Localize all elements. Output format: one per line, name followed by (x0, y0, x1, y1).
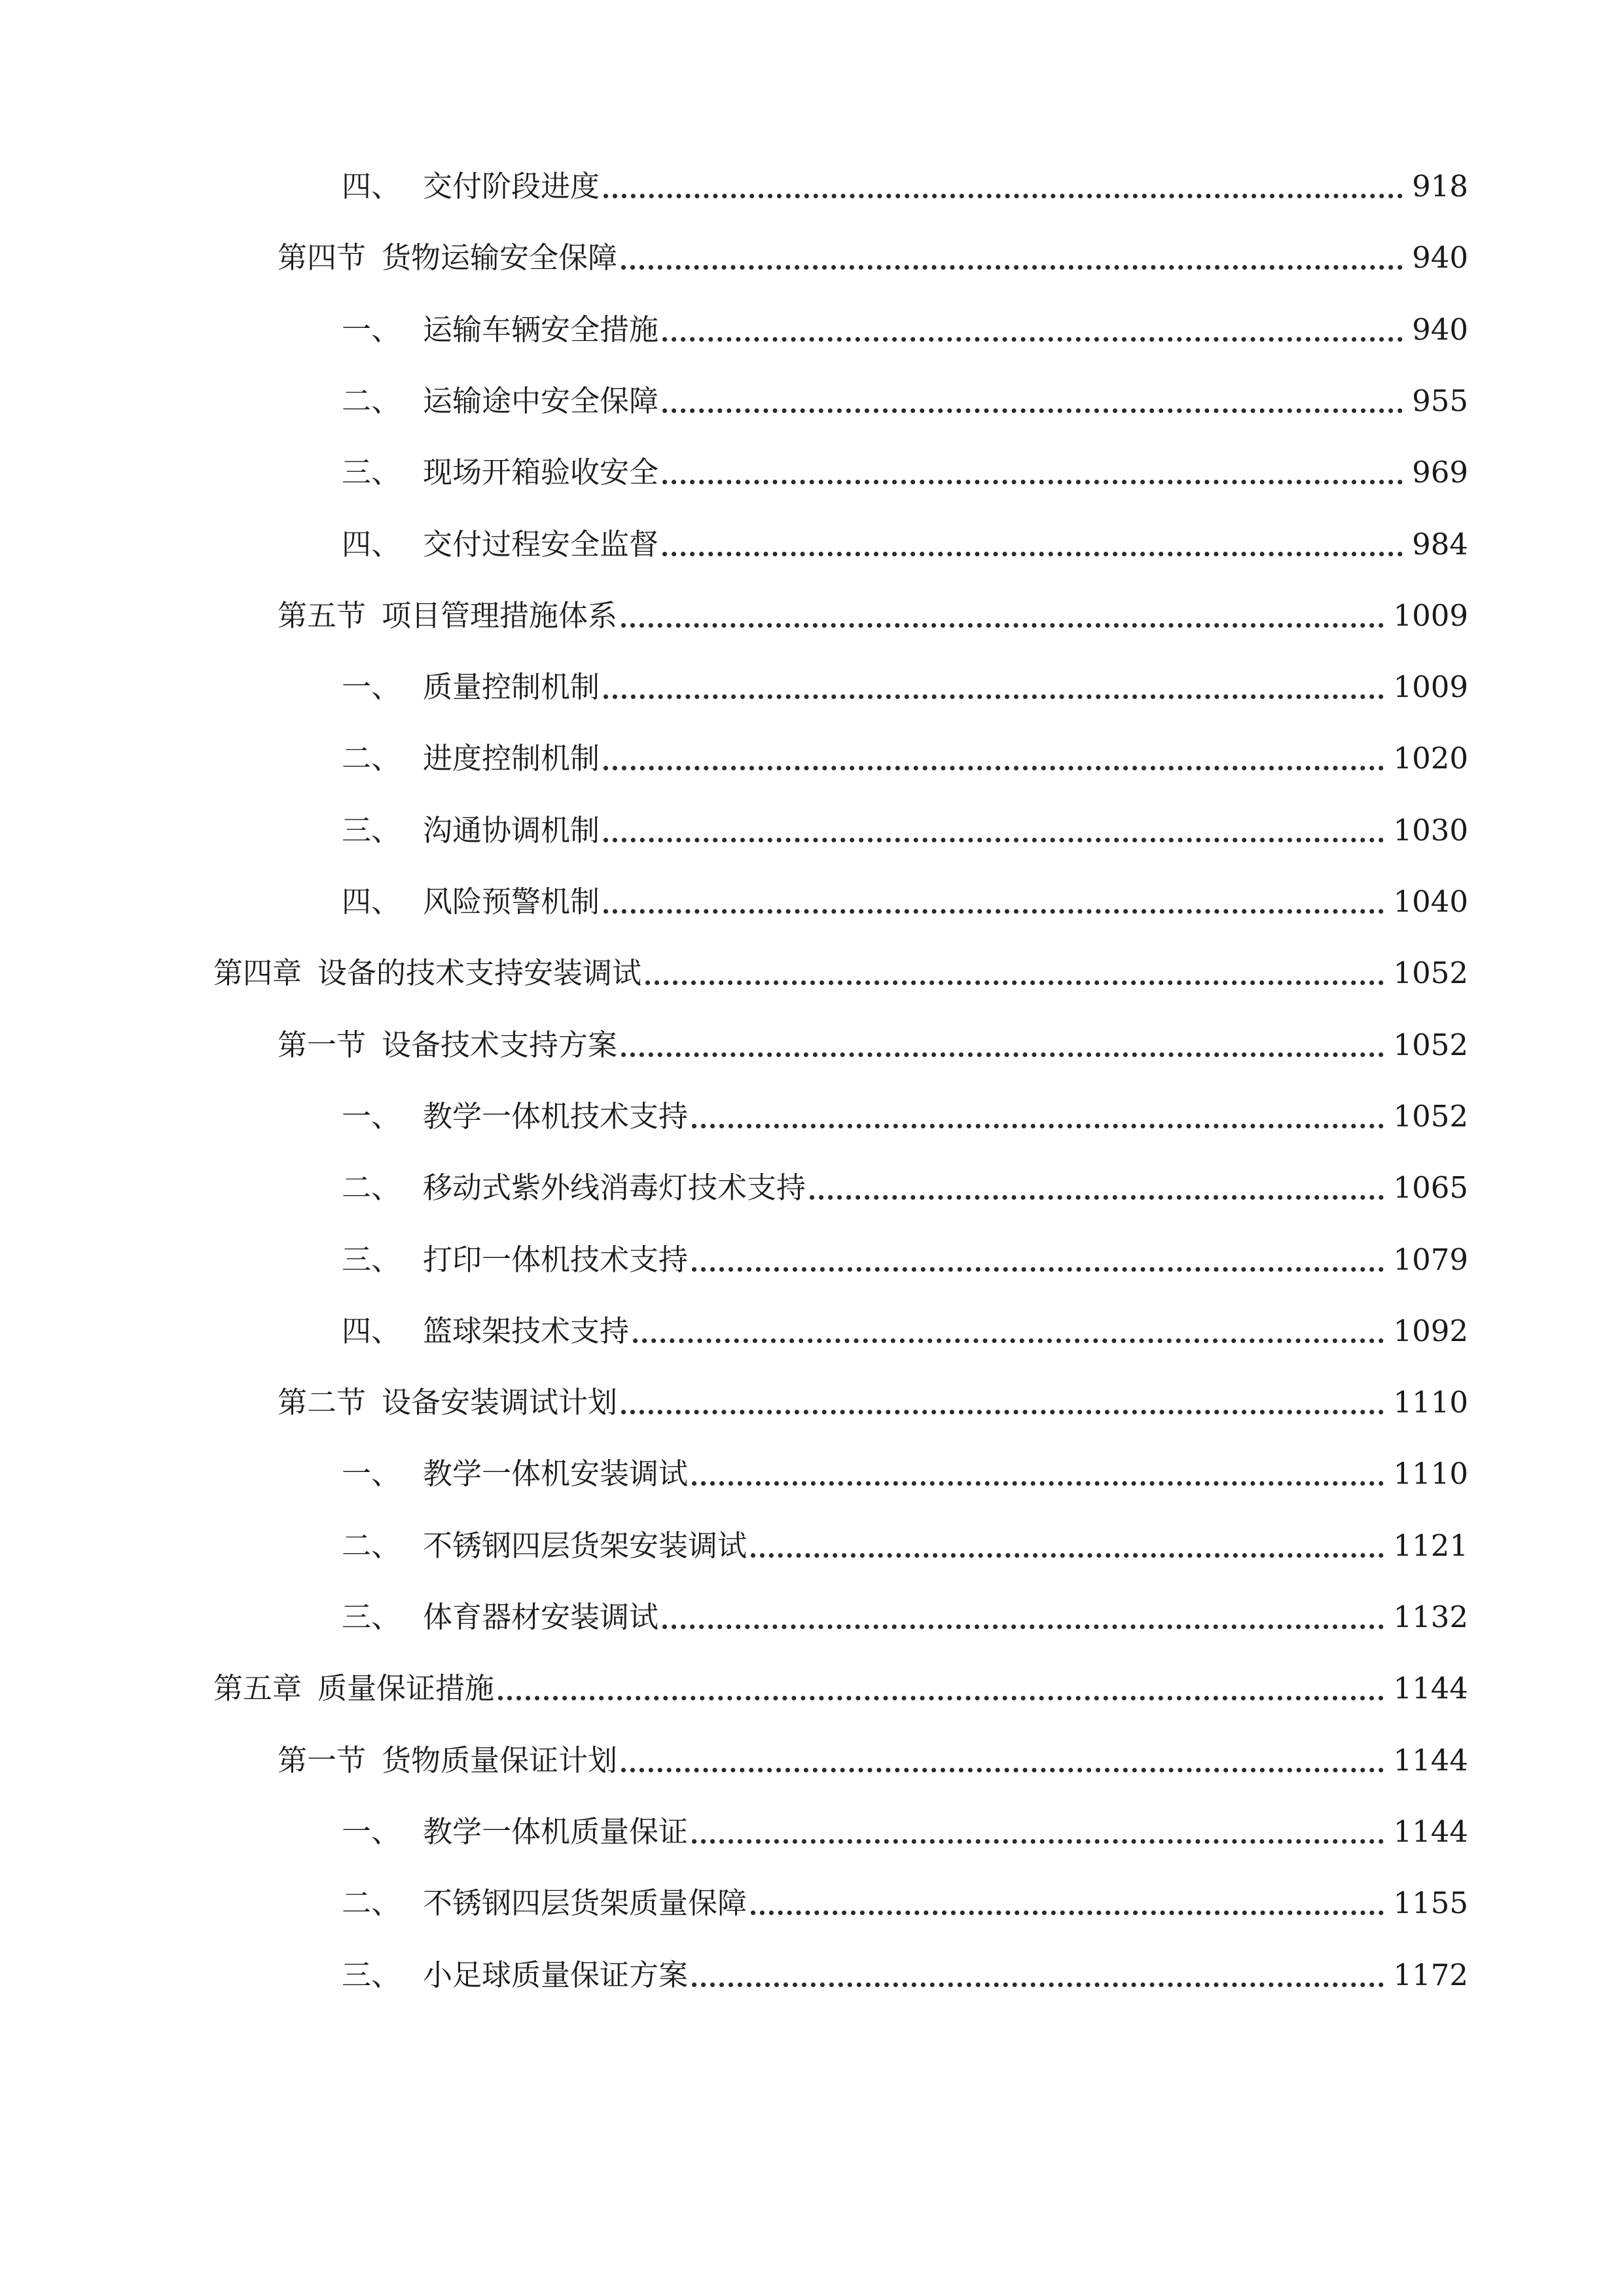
dot-leader (621, 265, 1403, 270)
toc-entry-page-number: 1144 (1393, 1671, 1468, 1706)
toc-entry-number: 四、 (342, 884, 401, 919)
toc-entry-page-number: 1052 (1393, 1028, 1468, 1062)
toc-entry-label (342, 1097, 688, 1136)
toc-entry-label (342, 1168, 806, 1208)
toc-entry-number: 第一节 (278, 1028, 367, 1062)
toc-entry-chapter[interactable] (213, 1656, 1468, 1708)
toc-entry-title: 体育器材安装调试 (423, 1600, 659, 1634)
dot-leader (633, 1338, 1384, 1343)
toc-entry-item[interactable] (342, 512, 1468, 564)
toc-entry-page-number: 1052 (1393, 1099, 1468, 1134)
toc-entry-title: 设备安装调试计划 (382, 1385, 618, 1420)
dot-leader (692, 1481, 1384, 1486)
dot-leader (604, 909, 1384, 914)
toc-entry-label (342, 811, 600, 850)
toc-entry-page-number: 1144 (1393, 1814, 1468, 1849)
dot-leader (621, 1768, 1384, 1772)
toc-entry-page-number: 984 (1412, 527, 1468, 562)
toc-entry-item[interactable] (342, 798, 1468, 850)
dot-leader (692, 1124, 1384, 1128)
toc-entry-title: 进度控制机制 (423, 741, 600, 776)
toc-entry-label (278, 1383, 617, 1422)
toc-entry-number: 三、 (342, 813, 401, 848)
toc-entry-item[interactable] (342, 1441, 1468, 1494)
dot-leader (662, 408, 1403, 413)
toc-entry-section[interactable] (278, 583, 1468, 636)
toc-entry-number: 三、 (342, 455, 401, 490)
toc-entry-page-number: 1020 (1393, 741, 1468, 776)
toc-entry-title: 项目管理措施体系 (382, 598, 618, 633)
toc-entry-number: 三、 (342, 1600, 401, 1634)
toc-entry-title: 篮球架技术支持 (423, 1314, 630, 1348)
toc-entry-label (342, 1312, 629, 1351)
toc-entry-number: 三、 (342, 1242, 401, 1277)
toc-entry-page-number: 1009 (1393, 598, 1468, 633)
toc-entry-title: 交付过程安全监督 (423, 527, 659, 562)
toc-entry-page-number: 1121 (1393, 1528, 1468, 1563)
toc-entry-label (342, 1526, 747, 1566)
dot-leader (604, 766, 1384, 770)
toc-entry-item[interactable] (342, 1585, 1468, 1637)
toc-entry-section[interactable] (278, 1728, 1468, 1780)
toc-entry-title: 教学一体机质量保证 (423, 1814, 689, 1849)
toc-entry-title: 沟通协调机制 (423, 813, 600, 848)
toc-entry-label (278, 238, 617, 278)
toc-entry-number: 第一节 (278, 1743, 367, 1778)
toc-entry-label (342, 882, 600, 922)
toc-entry-page-number: 969 (1412, 455, 1468, 490)
toc-entry-title: 不锈钢四层货架安装调试 (423, 1528, 748, 1563)
dot-leader (604, 194, 1403, 198)
toc-entry-title: 设备技术支持方案 (382, 1028, 618, 1062)
dot-leader (621, 623, 1384, 628)
toc-entry-item[interactable] (342, 154, 1468, 206)
toc-entry-page-number: 955 (1412, 384, 1468, 418)
toc-entry-number: 第四节 (278, 240, 367, 275)
toc-entry-page-number: 1092 (1393, 1314, 1468, 1348)
toc-entry-number: 一、 (342, 312, 401, 347)
toc-entry-title: 小足球质量保证方案 (423, 1958, 689, 1992)
toc-entry-label (342, 453, 659, 492)
toc-entry-number: 一、 (342, 1814, 401, 1849)
toc-entry-label (342, 668, 600, 707)
toc-entry-item[interactable] (342, 1227, 1468, 1280)
toc-entry-page-number: 1052 (1393, 956, 1468, 990)
toc-entry-number: 四、 (342, 527, 401, 562)
toc-entry-section[interactable] (278, 1013, 1468, 1065)
toc-entry-title: 运输途中安全保障 (423, 384, 659, 418)
toc-entry-page-number: 918 (1412, 169, 1468, 204)
toc-entry-title: 移动式紫外线消毒灯技术支持 (423, 1170, 806, 1205)
toc-entry-label (342, 1598, 659, 1637)
dot-leader (662, 1624, 1384, 1629)
toc-entry-page-number: 1132 (1393, 1600, 1468, 1634)
toc-entry-item[interactable] (342, 1943, 1468, 1995)
toc-entry-label (342, 167, 600, 206)
toc-entry-title: 教学一体机技术支持 (423, 1099, 689, 1134)
toc-entry-number: 四、 (342, 169, 401, 204)
dot-leader (810, 1195, 1384, 1200)
toc-entry-number: 二、 (342, 1886, 401, 1920)
toc-entry-label (342, 1454, 688, 1494)
toc-entry-section[interactable] (278, 1370, 1468, 1422)
toc-entry-page-number: 1030 (1393, 813, 1468, 848)
dot-leader (662, 337, 1403, 342)
toc-entry-page-number: 940 (1412, 240, 1468, 275)
toc-entry-title: 货物质量保证计划 (382, 1743, 618, 1778)
toc-entry-page-number: 1110 (1393, 1385, 1468, 1420)
dot-leader (662, 480, 1403, 484)
toc-entry-chapter[interactable] (213, 941, 1468, 993)
toc-entry-title: 现场开箱验收安全 (423, 455, 659, 490)
toc-entry-item[interactable] (342, 440, 1468, 492)
toc-entry-label (342, 525, 659, 564)
toc-entry-label (342, 310, 659, 350)
toc-entry-item[interactable] (342, 1871, 1468, 1923)
toc-entry-item[interactable] (342, 1084, 1468, 1136)
toc-entry-title: 设备的技术支持安装调试 (317, 956, 642, 990)
toc-entry-number: 二、 (342, 384, 401, 418)
dot-leader (604, 838, 1384, 842)
toc-entry-page-number: 940 (1412, 312, 1468, 347)
toc-entry-page-number: 1110 (1393, 1456, 1468, 1491)
dot-leader (645, 980, 1384, 985)
toc-entry-title: 教学一体机安装调试 (423, 1456, 689, 1491)
toc-entry-number: 二、 (342, 741, 401, 776)
toc-entry-item[interactable] (342, 368, 1468, 421)
dot-leader (692, 1267, 1384, 1272)
toc-entry-label (342, 739, 600, 778)
toc-entry-title: 风险预警机制 (423, 884, 600, 919)
toc-entry-item[interactable] (342, 655, 1468, 707)
dot-leader (621, 1052, 1384, 1057)
toc-entry-number: 第二节 (278, 1385, 367, 1420)
toc-entry-section[interactable] (278, 225, 1468, 278)
toc-entry-number: 三、 (342, 1958, 401, 1992)
dot-leader (692, 1839, 1384, 1844)
toc-entry-number: 二、 (342, 1170, 401, 1205)
toc-entry-title: 质量控制机制 (423, 670, 600, 704)
dot-leader (604, 694, 1384, 699)
dot-leader (498, 1696, 1384, 1700)
toc-entry-item[interactable] (342, 297, 1468, 350)
toc-entry-label (342, 1812, 688, 1852)
toc-entry-page-number: 1155 (1393, 1886, 1468, 1920)
toc-entry-number: 四、 (342, 1314, 401, 1348)
toc-entry-label (213, 954, 641, 993)
dot-leader (621, 1410, 1384, 1414)
toc-entry-item[interactable] (342, 1299, 1468, 1351)
toc-entry-title: 质量保证措施 (317, 1671, 495, 1706)
toc-entry-item[interactable] (342, 869, 1468, 922)
toc-entry-item[interactable] (342, 1155, 1468, 1208)
toc-entry-item[interactable] (342, 1799, 1468, 1852)
toc-entry-page-number: 1144 (1393, 1743, 1468, 1778)
toc-entry-title: 货物运输安全保障 (382, 240, 618, 275)
toc-entry-page-number: 1009 (1393, 670, 1468, 704)
toc-entry-page-number: 1065 (1393, 1170, 1468, 1205)
toc-entry-number: 一、 (342, 1099, 401, 1134)
toc-entry-label (278, 1026, 617, 1065)
toc-entry-number: 第五章 (213, 1671, 302, 1706)
dot-leader (662, 552, 1403, 556)
toc-entry-number: 二、 (342, 1528, 401, 1563)
toc-entry-title: 交付阶段进度 (423, 169, 600, 204)
toc-entry-title: 运输车辆安全措施 (423, 312, 659, 347)
toc-entry-label (342, 1956, 688, 1995)
toc-entry-label (278, 596, 617, 636)
toc-entry-title: 打印一体机技术支持 (423, 1242, 689, 1277)
toc-entry-title: 不锈钢四层货架质量保障 (423, 1886, 748, 1920)
toc-entry-page-number: 1172 (1393, 1958, 1468, 1992)
toc-entry-page-number: 1079 (1393, 1242, 1468, 1277)
toc-entry-item[interactable] (342, 726, 1468, 778)
toc-entry-label (278, 1741, 617, 1780)
toc-entry-page-number: 1040 (1393, 884, 1468, 919)
dot-leader (692, 1982, 1384, 1987)
dot-leader (751, 1553, 1384, 1558)
toc-entry-label (213, 1669, 494, 1708)
toc-entry-item[interactable] (342, 1513, 1468, 1566)
toc-entry-number: 第四章 (213, 956, 302, 990)
toc-entry-number: 一、 (342, 1456, 401, 1491)
toc-entry-label (342, 382, 659, 421)
toc-entry-number: 第五节 (278, 598, 367, 633)
toc-entry-label (342, 1884, 747, 1923)
dot-leader (751, 1910, 1384, 1915)
toc-entry-label (342, 1240, 688, 1280)
toc-entry-number: 一、 (342, 670, 401, 704)
